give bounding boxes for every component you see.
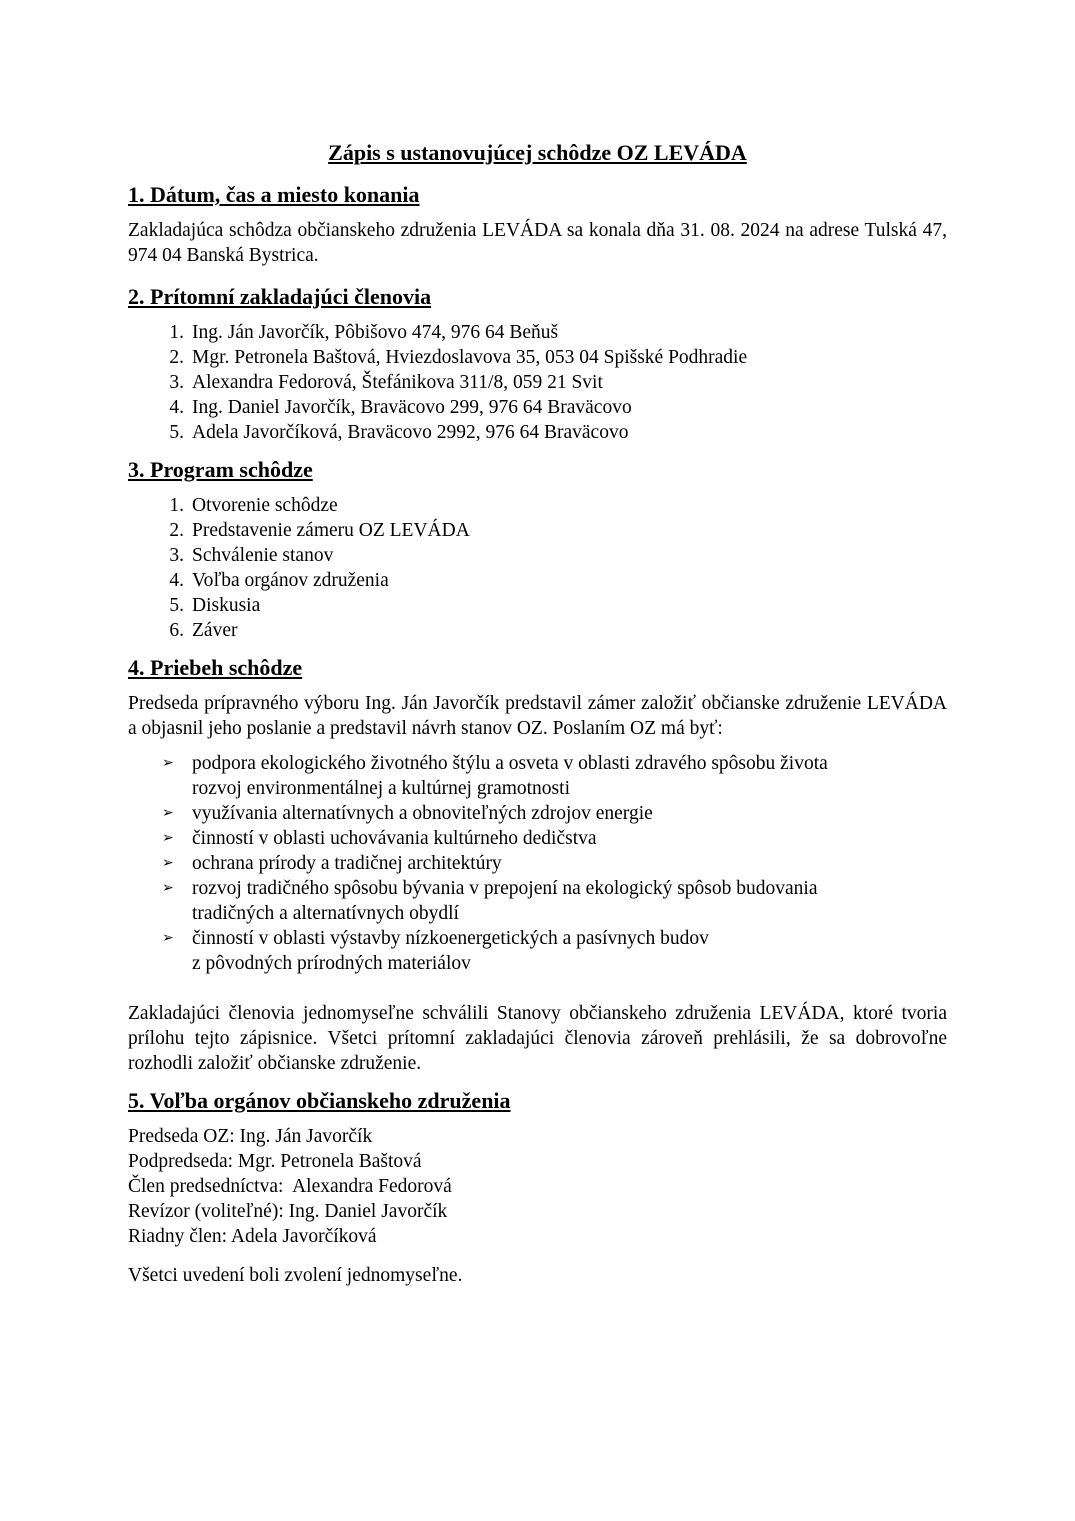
list-item <box>128 543 947 568</box>
list-text: Ing. Daniel Javorčík, Braväcovo 299, 976 64 Braväcovo <box>192 397 632 418</box>
list-item <box>128 518 947 543</box>
list-item <box>128 568 947 593</box>
mission-list <box>128 751 947 976</box>
list-number: 3. <box>169 372 184 393</box>
list-text: Adela Javorčíková, Braväcovo 2992, 976 64 Braväcovo <box>192 422 629 443</box>
list-text: činností v oblasti výstavby nízkoenergetických a pasívnych budov <box>192 928 709 949</box>
officer-line: Podpredseda: Mgr. Petronela Baštová <box>128 1151 422 1172</box>
list-text: Alexandra Fedorová, Štefánikova 311/8, 059 21 Svit <box>192 372 603 393</box>
list-text: činností v oblasti uchovávania kultúrneho dedičstva <box>192 828 597 849</box>
list-item <box>128 345 947 370</box>
list-item <box>128 370 947 395</box>
list-number: 1. <box>169 322 184 343</box>
officer-line: Predseda OZ: Ing. Ján Javorčík <box>128 1126 373 1147</box>
list-item <box>128 420 947 445</box>
list-item <box>128 801 947 826</box>
arrow-bullet-icon: ➢ <box>162 830 174 846</box>
arrow-bullet-icon: ➢ <box>162 805 174 821</box>
program-list <box>128 493 947 643</box>
arrow-bullet-icon: ➢ <box>162 930 174 946</box>
list-text: z pôvodných prírodných materiálov <box>192 953 471 974</box>
officers-list <box>128 1124 947 1249</box>
list-text: Voľba orgánov združenia <box>192 570 389 591</box>
list-text: podpora ekologického životného štýlu a osveta v oblasti zdravého spôsobu života <box>192 753 828 774</box>
officer-line: Revízor (voliteľné): Ing. Daniel Javorčík <box>128 1201 448 1222</box>
list-number: 5. <box>169 595 184 616</box>
arrow-bullet-icon: ➢ <box>162 880 174 896</box>
list-number: 6. <box>169 620 184 641</box>
list-item <box>128 493 947 518</box>
list-text: Záver <box>192 620 238 641</box>
arrow-bullet-icon: ➢ <box>162 755 174 771</box>
section-heading-proceedings: 4. Priebeh schôdze <box>128 655 303 680</box>
arrow-bullet-icon: ➢ <box>162 855 174 871</box>
list-item <box>128 826 947 851</box>
list-number: 2. <box>169 347 184 368</box>
list-item <box>128 618 947 643</box>
officer-line: Člen predsedníctva: Alexandra Fedorová <box>128 1176 452 1197</box>
date-paragraph: Zakladajúca schôdza občianskeho združenia LEVÁDA sa konala dňa 31. 08. 2024 na adrese Tulská 47, 974 04 Banská Bystrica. <box>128 220 947 266</box>
section-heading-date: 1. Dátum, čas a miesto konania <box>128 182 420 207</box>
list-number: 5. <box>169 422 184 443</box>
list-text: Schválenie stanov <box>192 545 334 566</box>
list-text: Diskusia <box>192 595 261 616</box>
list-number: 2. <box>169 520 184 541</box>
list-text: Mgr. Petronela Baštová, Hviezdoslavova 35, 053 04 Spišské Podhradie <box>192 347 748 368</box>
list-text: rozvoj environmentálnej a kultúrnej gramotnosti <box>192 778 570 799</box>
list-text: ochrana prírody a tradičnej architektúry <box>192 853 502 874</box>
officer-line: Riadny člen: Adela Javorčíková <box>128 1226 377 1247</box>
list-number: 1. <box>169 495 184 516</box>
proceedings-intro: Predseda prípravného výboru Ing. Ján Javorčík predstavil zámer založiť občianske združenie LEVÁDA a objasnil jeho poslanie a predstavil návrh stanov OZ. Poslaním OZ má byť: <box>128 693 947 739</box>
list-item <box>128 593 947 618</box>
section-heading-program: 3. Program schôdze <box>128 457 313 482</box>
list-text: využívania alternatívnych a obnoviteľných zdrojov energie <box>192 803 653 824</box>
list-item <box>128 851 947 876</box>
list-text: rozvoj tradičného spôsobu bývania v prepojení na ekologický spôsob budovania <box>192 878 818 899</box>
list-item <box>128 876 947 926</box>
section-heading-members: 2. Prítomní zakladajúci členovia <box>128 284 432 309</box>
list-item <box>128 926 947 976</box>
proceedings-closing: Zakladajúci členovia jednomyseľne schválili Stanovy občianskeho združenia LEVÁDA, ktoré tvoria prílohu tejto zápisnice. Všetci prítomní zakladajúci členovia zároveň prehlásili, že sa dobrovoľne rozhodli založiť občianske združenie. <box>128 1003 947 1074</box>
list-number: 4. <box>169 570 184 591</box>
list-number: 3. <box>169 545 184 566</box>
election-closing: Všetci uvedení boli zvolení jednomyseľne. <box>128 1265 463 1286</box>
list-text: Ing. Ján Javorčík, Pôbišovo 474, 976 64 Beňuš <box>192 322 559 343</box>
list-text: Predstavenie zámeru OZ LEVÁDA <box>192 520 470 541</box>
list-item <box>128 320 947 345</box>
section-heading-election: 5. Voľba orgánov občianskeho združenia <box>128 1088 511 1113</box>
document-title: Zápis s ustanovujúcej schôdze OZ LEVÁDA <box>328 140 747 165</box>
list-item <box>128 395 947 420</box>
list-item <box>128 751 947 801</box>
list-text: tradičných a alternatívnych obydlí <box>192 903 459 924</box>
list-text: Otvorenie schôdze <box>192 495 338 516</box>
list-number: 4. <box>169 397 184 418</box>
members-list <box>128 320 947 445</box>
